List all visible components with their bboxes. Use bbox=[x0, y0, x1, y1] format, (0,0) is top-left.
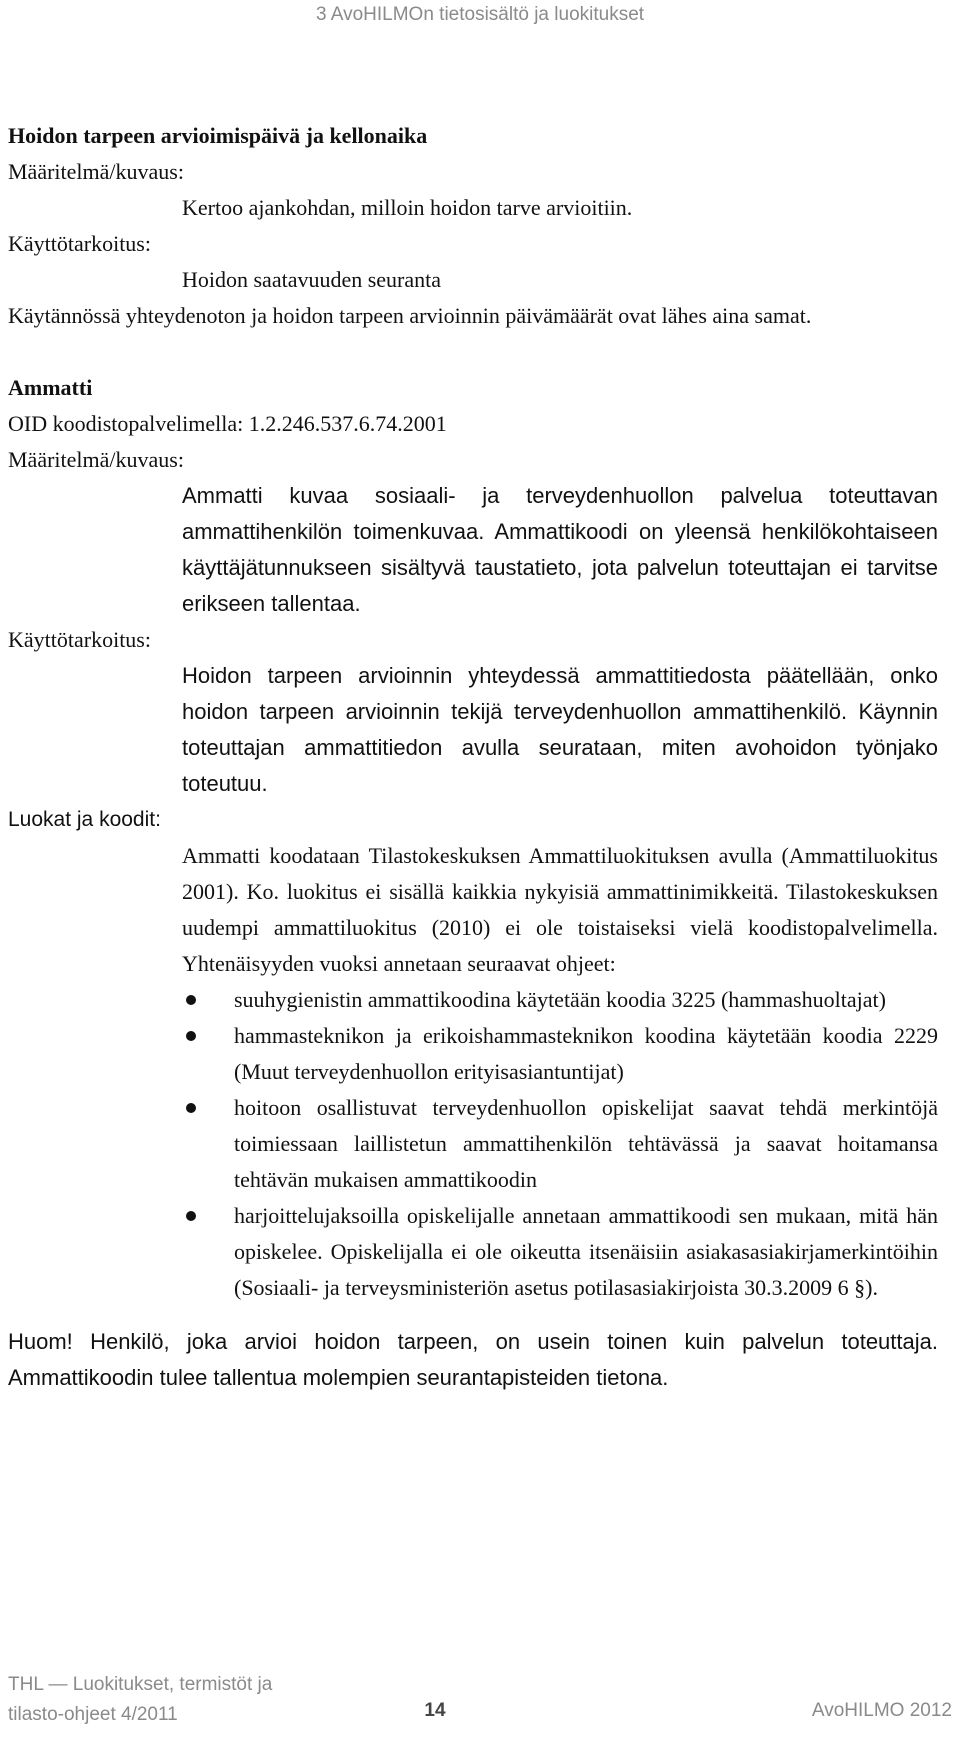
codes-text: Ammatti koodataan Tilastokeskuksen Ammattiluokituksen avulla (Ammattiluokitus 2001). Ko. luokitus ei sisällä kaikkia nykyisiä ammattinimikkeitä. Tilastokeskuksen uudempi ammattiluokitus (2010) ei ole toistaiseksi vielä koodistopalvelimella. Yhtenäisyyden vuoksi annetaan seuraavat ohjeet: suuhygienistin ammattikoodina käytetään koodia 3225 (hammashuoltajat) hammasteknikon ja erikoishammasteknikon koodina käytetään koodia 2229 (Muut terveydenhuollon erityisasiantuntijat) hoitoon osallistuvat terveydenhuollon opiskelijat saavat tehdä merkintöjä toimiessaan laillistetun ammattihenkilön tehtävässä ja saavat hoitamansa tehtävän mukaisen ammattikoodin harjoittelujaksoilla opiskelijalle annetaan ammattikoodi sen mukaan, mitä hän opiskelee. Opiskelijalla ei ole oikeutta itsenäisiin asiakasasiakirjamerkintöihin (Sosiaali- ja terveysministeriön asetus potilasasiakirjoista 30.3.2009 6 §). bbox=[182, 838, 938, 1306]
definition-label: Määritelmä/kuvaus: bbox=[8, 159, 184, 184]
definition-text-2: Ammatti kuvaa sosiaali- ja terveydenhuollon palvelua toteuttavan ammattihenkilön toimenkuvaa. Ammattikoodi on yleensä henkilökohtaiseen käyttäjätunnukseen sisältyvä taustatieto, jota palvelun toteuttajan ei tarvitse erikseen tallentaa. bbox=[182, 483, 938, 616]
definition-label-2: Määritelmä/kuvaus: bbox=[8, 447, 184, 472]
section-title-ammatti: Ammatti bbox=[8, 375, 93, 400]
purpose-label: Käyttötarkoitus: bbox=[8, 231, 151, 256]
document-body bbox=[8, 118, 952, 1396]
purpose-text-2: Hoidon tarpeen arvioinnin yhteydessä ammattitiedosta päätellään, onko hoidon tarpeen arvioinnin tekijä terveydenhuollon ammattihenkilö. Käynnin toteuttajan ammattitiedon avulla seurataan, miten avohoidon työnjako toteutuu. bbox=[182, 663, 938, 796]
list-item: harjoittelujaksoilla opiskelijalle annetaan ammattikoodi sen mukaan, mitä hän opiskelee. Opiskelijalla ei ole oikeutta itsenäisiin asiakasasiakirjamerkintöihin (Sosiaali- ja terveysministeriön asetus potilasasiakirjoista 30.3.2009 6 §). bbox=[182, 1198, 938, 1306]
oid-line: OID koodistopalvelimella: 1.2.246.537.6.74.2001 bbox=[8, 411, 447, 436]
list-item: suuhygienistin ammattikoodina käytetään koodia 3225 (hammashuoltajat) bbox=[182, 982, 938, 1018]
definition-text: Kertoo ajankohdan, milloin hoidon tarve arvioitiin. bbox=[182, 195, 633, 220]
footer-publication-line2: tilasto-ohjeet 4/2011 bbox=[8, 1704, 178, 1725]
footer-publication bbox=[8, 1670, 272, 1730]
codes-label: Luokat ja koodit: bbox=[8, 808, 161, 831]
list-item: hammasteknikon ja erikoishammasteknikon koodina käytetään koodia 2229 (Muut terveydenhuollon erityisasiantuntijat) bbox=[182, 1018, 938, 1090]
running-header bbox=[0, 0, 960, 28]
footer-product: AvoHILMO 2012 bbox=[811, 1700, 952, 1721]
header-title: 3 AvoHILMOn tietosisältö ja luokitukset bbox=[315, 4, 645, 25]
purpose-label-2: Käyttötarkoitus: bbox=[8, 627, 151, 652]
instruction-list bbox=[182, 982, 938, 1306]
practice-note: Käytännössä yhteydenoton ja hoidon tarpeen arvioinnin päivämäärät ovat lähes aina samat. bbox=[8, 303, 812, 328]
section-title-hoidon-tarpeen: Hoidon tarpeen arvioimispäivä ja kellonaika bbox=[8, 123, 428, 148]
huom-note: Huom! Henkilö, joka arvioi hoidon tarpeen, on usein toinen kuin palvelun toteuttaja. Ammattikoodin tulee tallentua molempien seurantapisteiden tietona. bbox=[8, 1329, 938, 1390]
page-footer bbox=[0, 1670, 960, 1740]
purpose-text: Hoidon saatavuuden seuranta bbox=[182, 267, 442, 292]
list-item: hoitoon osallistuvat terveydenhuollon opiskelijat saavat tehdä merkintöjä toimiessaan laillistetun ammattihenkilön tehtävässä ja saavat hoitamansa tehtävän mukaisen ammattikoodin bbox=[182, 1090, 938, 1198]
footer-publication-line1: THL — Luokitukset, termistöt ja bbox=[8, 1674, 273, 1695]
page-number: 14 bbox=[424, 1700, 446, 1721]
